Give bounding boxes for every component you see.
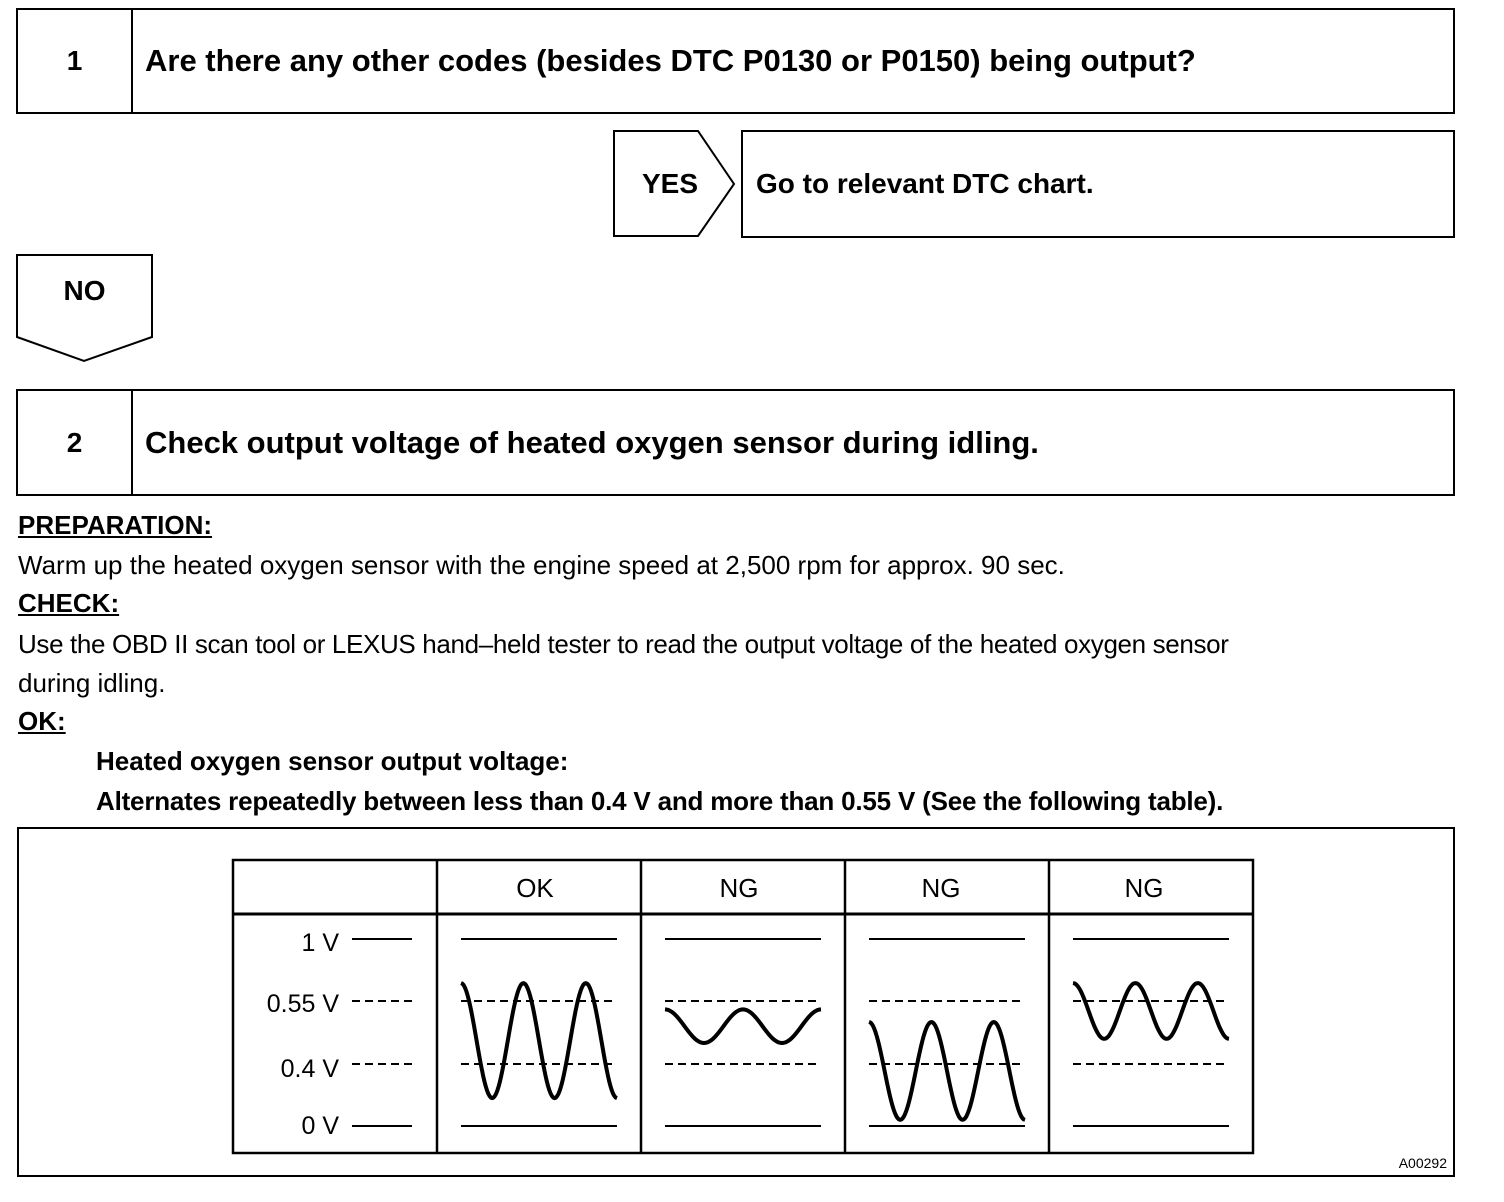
ok-line-2: Alternates repeatedly between less than 0.4 V and more than 0.55 V (See the following table). — [96, 786, 1224, 816]
voltage-label-1v: 1 V — [301, 929, 339, 957]
voltage-label-0-4v: 0.4 V — [280, 1055, 339, 1083]
step-2-box — [16, 389, 1455, 496]
ok-heading: OK: — [18, 706, 66, 736]
step-1-question: Are there any other codes (besides DTC P0130 or P0150) being output? — [145, 43, 1196, 78]
step-2-number: 2 — [18, 391, 133, 494]
yes-action-box — [741, 130, 1455, 238]
figure-id: A00292 — [1398, 1155, 1447, 1171]
step-2-question: Check output voltage of heated oxygen sensor during idling. — [145, 424, 1039, 460]
column-header-ng-1: NG — [719, 873, 759, 903]
check-text-line-2: during idling. — [18, 668, 166, 698]
column-header-ng-3: NG — [1124, 873, 1164, 903]
column-header-ng-2: NG — [921, 873, 961, 903]
yes-label: YES — [641, 168, 699, 199]
step-1-box — [16, 8, 1455, 114]
voltage-label-0-55v: 0.55 V — [266, 990, 339, 1018]
yes-arrow — [612, 129, 738, 239]
check-heading: CHECK: — [18, 588, 120, 618]
ok-line-1: Heated oxygen sensor output voltage: — [96, 746, 569, 776]
step-1-number: 1 — [18, 10, 133, 112]
no-arrow — [15, 253, 154, 365]
check-text-line-1: Use the OBD II scan tool or LEXUS hand–held tester to read the output voltage of the heated oxygen sensor — [18, 629, 1229, 659]
no-label: NO — [63, 275, 106, 306]
preparation-text: Warm up the heated oxygen sensor with the engine speed at 2,500 rpm for approx. 90 sec. — [18, 550, 1065, 580]
column-header-ok: OK — [516, 873, 554, 903]
waveform-ng-1 — [665, 1009, 821, 1043]
figure-frame — [17, 827, 1455, 1177]
waveform-ng-2 — [869, 1022, 1025, 1120]
voltage-label-0v: 0 V — [301, 1112, 339, 1140]
table-outline — [233, 860, 1253, 1153]
yes-action-text: Go to relevant DTC chart. — [756, 168, 1094, 199]
voltage-waveform-table — [19, 829, 1453, 1175]
preparation-heading: PREPARATION: — [18, 510, 213, 540]
waveform-ng-3 — [1073, 983, 1229, 1039]
